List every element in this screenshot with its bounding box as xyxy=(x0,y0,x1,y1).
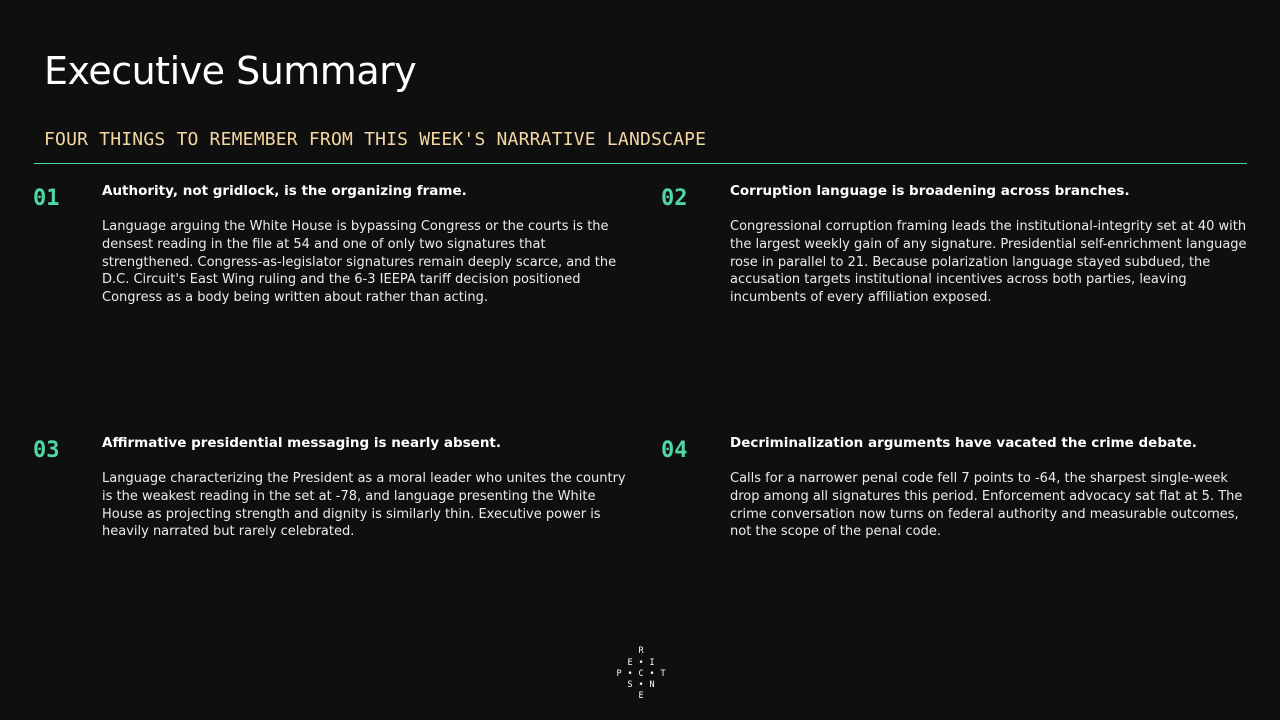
item-number: 01 xyxy=(33,186,60,211)
logo-letter: R xyxy=(638,646,644,656)
page-subtitle: FOUR THINGS TO REMEMBER FROM THIS WEEK'S NARRATIVE LANDSCAPE xyxy=(44,129,707,150)
logo-letter: E xyxy=(627,658,633,668)
logo-letter: T xyxy=(660,669,666,679)
logo-dot: • xyxy=(649,669,655,679)
item-body: Language characterizing the President as a moral leader who unites the country is the weakest reading in the set at -78, and language presenting the White House as projecting strength and dignity is similarly thin. Executive power is heavily narrated but rarely celebrated. xyxy=(102,471,626,540)
item-body: Language arguing the White House is bypassing Congress or the courts is the densest reading in the file at 54 and one of only two signatures that strengthened. Congress-as-legislator signatures remain deeply scarce, and the D.C. Circuit's East Wing ruling and the 6-3 IEEPA tariff decision positioned Congress as a body being written about rather than acting. xyxy=(102,219,617,306)
logo-letter: S xyxy=(627,680,633,690)
item-heading: Decriminalization arguments have vacated the crime debate. xyxy=(730,435,1197,451)
item-heading: Affirmative presidential messaging is nearly absent. xyxy=(102,435,502,451)
item-heading: Authority, not gridlock, is the organizing frame. xyxy=(102,183,467,199)
logo-letter: C xyxy=(638,669,644,679)
logo-letter: P xyxy=(616,669,622,679)
logo-letter: E xyxy=(638,691,644,701)
item-number: 02 xyxy=(661,186,688,211)
brand-logo xyxy=(614,646,668,702)
logo-letter: I xyxy=(649,658,655,668)
item-body: Calls for a narrower penal code fell 7 points to -64, the sharpest single-week drop among all signatures this period. Enforcement advocacy sat flat at 5. The crime conversation now turns on federal authority and measurable outcomes, not the scope of the penal code. xyxy=(730,471,1243,540)
item-heading: Corruption language is broadening across branches. xyxy=(730,183,1130,199)
page-title: Executive Summary xyxy=(44,49,417,93)
item-number: 04 xyxy=(661,438,688,463)
item-number: 03 xyxy=(33,438,60,463)
logo-dot: • xyxy=(627,669,633,679)
item-body: Congressional corruption framing leads the institutional-integrity set at 40 with the largest weekly gain of any signature. Presidential self-enrichment language rose in parallel to 21. Because polarization language stayed subdued, the accusation targets institutional incentives across both parties, leaving incumbents of every affiliation exposed. xyxy=(730,219,1247,306)
logo-letter: N xyxy=(649,680,655,690)
logo-dot: • xyxy=(638,658,644,668)
divider xyxy=(34,163,1247,164)
logo-dot: • xyxy=(638,680,644,690)
